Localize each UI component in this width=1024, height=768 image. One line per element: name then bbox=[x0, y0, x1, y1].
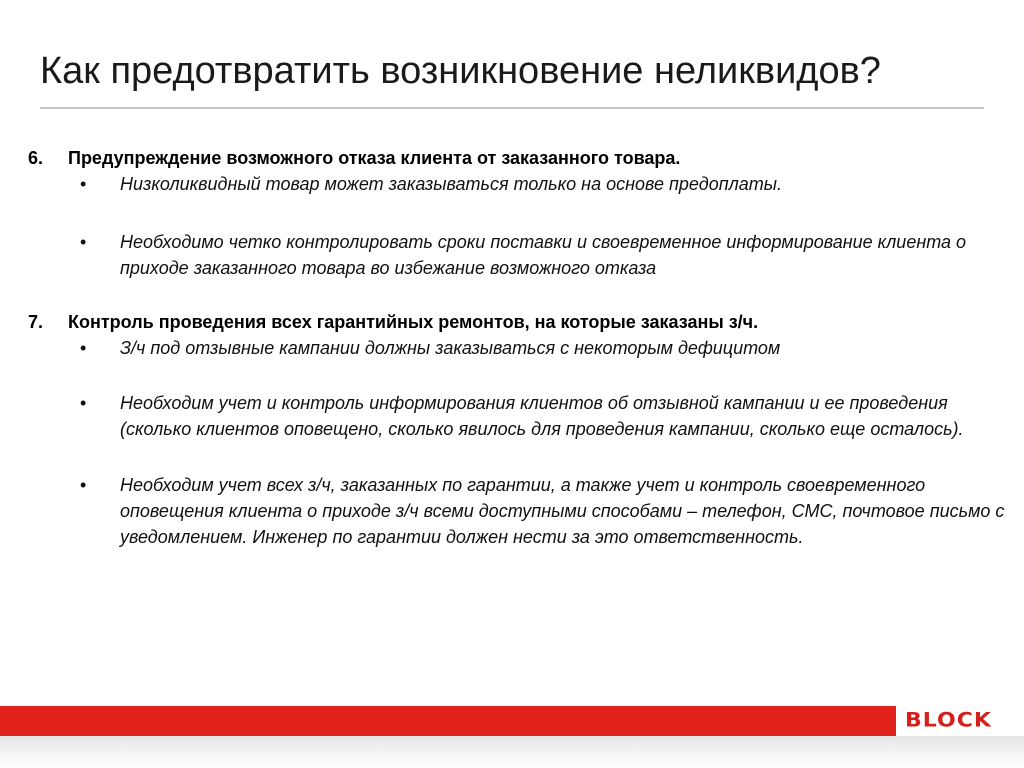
bullet-dot-icon: • bbox=[80, 475, 87, 495]
bullet-dot-icon: • bbox=[80, 393, 87, 413]
section-number: 7. bbox=[28, 312, 44, 332]
bullet-dot-icon: • bbox=[80, 174, 87, 194]
bullet-spacer bbox=[28, 442, 1008, 472]
bullet-list bbox=[28, 335, 1008, 550]
bullet-text: З/ч под отзывные кампании должны заказываться с некоторым дефицитом bbox=[120, 338, 781, 358]
bullet-text: Необходим учет и контроль информирования клиентов об отзывной кампании и ее проведения (сколько клиентов оповещено, сколько явилось для проведения кампании, сколько еще осталось). bbox=[120, 393, 964, 439]
bullet-item bbox=[80, 335, 1008, 361]
bullet-dot-icon: • bbox=[80, 232, 87, 252]
bullet-item bbox=[80, 171, 1008, 197]
title-divider bbox=[40, 107, 984, 109]
bullet-item bbox=[80, 390, 1008, 442]
bullet-text: Необходимо четко контролировать сроки поставки и своевременное информирование клиента о приходе заказанного товара во избежание возможного отказа bbox=[120, 232, 967, 278]
bullet-item bbox=[80, 229, 1008, 281]
slide-content bbox=[28, 145, 1008, 550]
section-spacer bbox=[28, 281, 1008, 309]
section-heading bbox=[28, 309, 1008, 335]
bullet-spacer bbox=[28, 197, 1008, 229]
section-number: 6. bbox=[28, 148, 44, 168]
section-heading-text: Контроль проведения всех гарантийных ремонтов, на которые заказаны з/ч. bbox=[68, 312, 759, 332]
section-7 bbox=[28, 309, 1008, 550]
bullet-item bbox=[80, 472, 1008, 550]
section-heading-text: Предупреждение возможного отказа клиента от заказанного товара. bbox=[68, 148, 681, 168]
footer-red-band bbox=[0, 706, 1024, 736]
slide-title: Как предотвратить возникновение неликвидов? bbox=[40, 50, 881, 92]
block-logo: BLOCK bbox=[905, 709, 992, 732]
bullet-text: Необходим учет всех з/ч, заказанных по гарантии, а также учет и контроль своевременного оповещения клиента о приходе з/ч всеми доступными способами – телефон, СМС, почтовое письмо с уведомлением. Инженер по гарантии должен нести за это ответственность. bbox=[120, 475, 1005, 547]
bullet-text: Низколиквидный товар может заказываться только на основе предоплаты. bbox=[120, 174, 783, 194]
bullet-spacer bbox=[28, 361, 1008, 390]
bullet-dot-icon: • bbox=[80, 338, 87, 358]
section-heading bbox=[28, 145, 1008, 171]
bullet-list bbox=[28, 171, 1008, 281]
section-6 bbox=[28, 145, 1008, 281]
footer-shadow bbox=[0, 736, 1024, 768]
